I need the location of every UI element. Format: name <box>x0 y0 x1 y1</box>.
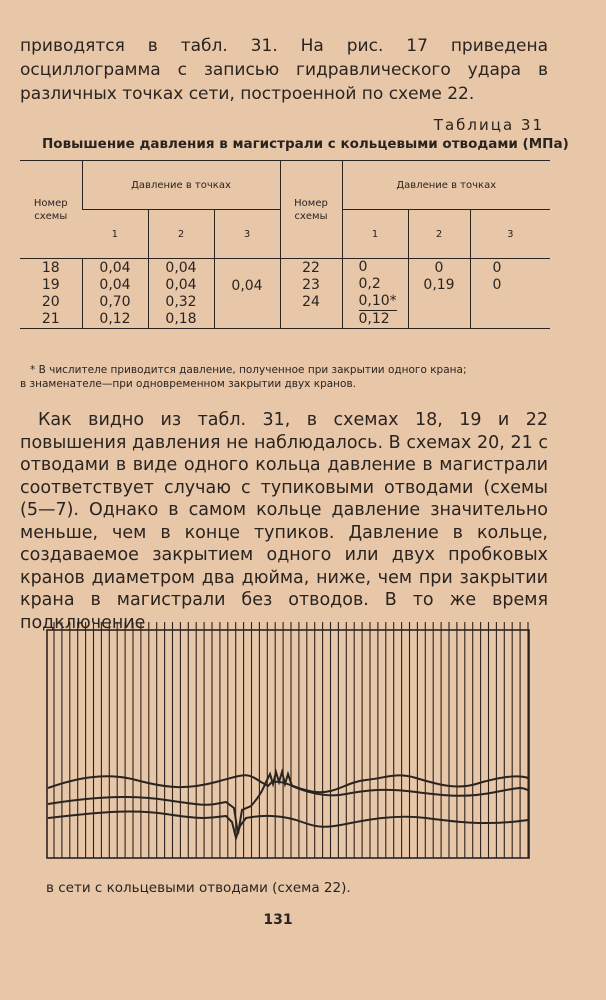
cell-value: 0,70 <box>99 293 131 310</box>
header-point-3-right: 3 <box>470 210 550 259</box>
header-point-3-left: 3 <box>214 210 280 259</box>
cell-scheme: 22 <box>302 259 320 276</box>
body-paragraph <box>20 409 548 634</box>
fraction-denominator: 0,12 <box>359 310 397 328</box>
page-number: 131 <box>263 912 293 928</box>
cell-scheme: 21 <box>41 310 60 327</box>
footnote-line: в знаменателе—при одновременном закрытии двух кранов. <box>20 378 356 390</box>
header-point-1-left: 1 <box>111 228 118 240</box>
cell-value: 0,32 <box>165 293 197 310</box>
intro-paragraph: приводятся в табл. 31. На рис. 17 приведена осциллограмма с записью гидравлического удара в различных точках сети, построенной по схеме 22. <box>20 36 548 104</box>
pressure-table <box>20 160 550 329</box>
cell-value: 0 <box>358 259 368 275</box>
col-p2-left <box>148 259 214 329</box>
cell-value: 0 <box>492 276 502 293</box>
figure-caption: в сети с кольцевыми отводами (схема 22). <box>46 880 351 896</box>
table-title: Повышение давления в магистрали с кольцевыми отводами (МПа) <box>42 136 569 152</box>
header-pressure-right: Давление в точках <box>342 161 550 210</box>
trace-middle <box>48 772 528 834</box>
header-pressure-left: Давление в точках <box>82 161 280 210</box>
col-p3-right <box>470 259 550 329</box>
cell-scheme: 19 <box>41 276 60 293</box>
col-p3-left <box>214 259 280 329</box>
cell-value: 0,18 <box>165 310 197 327</box>
footnote-line: * В числителе приводится давление, полученное при закрытии одного крана; <box>30 364 467 376</box>
header-scheme-no-left: Номер схемы <box>33 197 68 222</box>
table-label: Таблица 31 <box>433 116 544 134</box>
cell-value: 0,04 <box>231 278 263 294</box>
cell-scheme: 24 <box>302 293 320 310</box>
cell-value: 0,04 <box>165 276 197 293</box>
cell-value: 0,04 <box>165 259 197 276</box>
header-point-1-right: 1 <box>342 210 408 259</box>
cell-value: 0,04 <box>99 276 131 293</box>
cell-value: 0,04 <box>99 259 131 276</box>
cell-value: 0,19 <box>423 276 455 293</box>
col-p1-left <box>82 259 148 329</box>
cell-value: 0 <box>434 259 444 276</box>
cell-value: 0 <box>492 259 502 276</box>
trace-upper <box>48 775 528 792</box>
header-scheme-no-right: Номер схемы <box>280 161 342 259</box>
body-text: Как видно из табл. 31, в схемах 18, 19 и 22 повышения давления не наблюдалось. В схемах 20, 21 с отводами в виде одного кольца давление в магистрали соответствует случаю с тупиковыми отводами (схемы (5—7). Однако в самом кольце давление значительно меньше, чем в конце тупиков. Давление в кольце, создаваемое закрытием одного или двух пробковых кранов диаметром два дюйма, ниже, чем при закрытии крана в магистрали без отводов. В то же время подключение <box>20 410 548 633</box>
col-schemes-right <box>280 259 342 329</box>
table-footnote <box>20 363 550 391</box>
header-point-2-left: 2 <box>148 210 214 259</box>
cell-scheme: 20 <box>41 293 60 310</box>
col-schemes-left <box>20 259 82 329</box>
header-point-2-right: 2 <box>408 210 470 259</box>
col-p2-right <box>408 259 470 329</box>
cell-value: 0,12 <box>99 310 131 327</box>
cell-value: 0,2 <box>358 276 381 292</box>
fraction-numerator: 0,10* <box>358 293 397 309</box>
cell-scheme: 23 <box>302 276 320 293</box>
trace-lower <box>48 811 528 838</box>
col-p1-right <box>342 259 408 329</box>
oscillogram-figure <box>46 622 530 860</box>
cell-scheme: 18 <box>41 259 60 276</box>
